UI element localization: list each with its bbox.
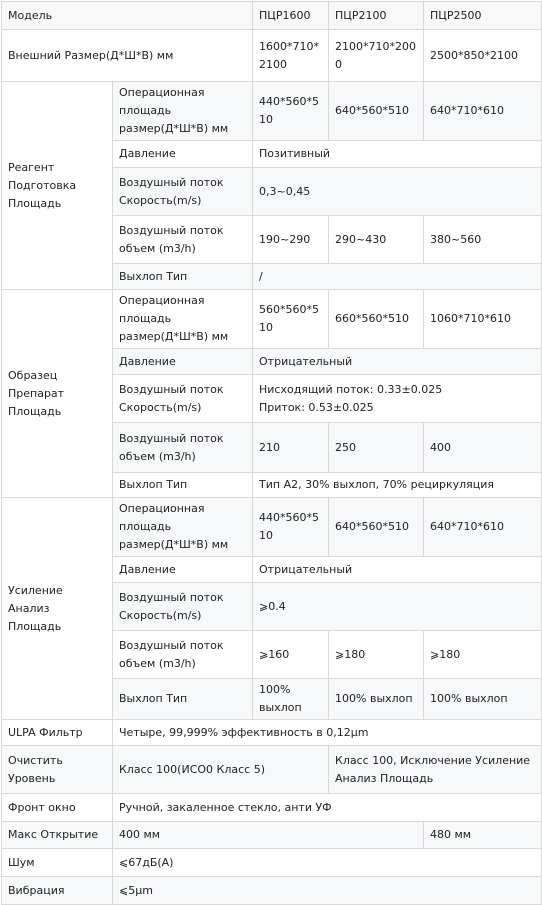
front-window-row [2, 794, 542, 822]
reagent-volume-3: 380~560 [424, 216, 542, 264]
amp-op-3: 640*710*610 [424, 498, 542, 557]
reagent-exhaust-value: / [253, 264, 542, 290]
max-opening-value-b: 480 мм [424, 822, 542, 849]
amp-speed-value: ⩾0.4 [253, 583, 542, 631]
reagent-op-1: 440*560*510 [253, 82, 329, 141]
amp-op-2: 640*560*510 [329, 498, 424, 557]
amp-op-label: Операционная площадь размер(Д*Ш*В) мм [113, 498, 253, 557]
clean-level-row [2, 746, 542, 794]
header-row [2, 2, 542, 30]
model-2: ПЦР2100 [329, 2, 424, 30]
clean-level-value-a: Класс 100(ИСО0 Класс 5) [113, 746, 329, 794]
reagent-pressure-value: Позитивный [253, 141, 542, 168]
reagent-op-3: 640*710*610 [424, 82, 542, 141]
sample-speed-downflow: Нисходящий поток: 0.33±0.025 [259, 382, 443, 396]
vibration-label: Вибрация [2, 877, 113, 905]
external-size-row [2, 30, 542, 82]
reagent-pressure-label: Давление [113, 141, 253, 168]
amp-pressure-label: Давление [113, 557, 253, 583]
sample-speed-value [253, 375, 542, 423]
reagent-op-label: Операционная площадь размер(Д*Ш*В) мм [113, 82, 253, 141]
reagent-speed-label: Воздушный поток Скорость(m/s) [113, 168, 253, 216]
sample-op-3: 1060*710*610 [424, 290, 542, 349]
sample-group-label: Образец Препарат Площадь [2, 290, 113, 498]
external-size-3: 2500*850*2100 [424, 30, 542, 82]
sample-pressure-label: Давление [113, 349, 253, 375]
model-3: ПЦР2500 [424, 2, 542, 30]
front-window-value: Ручной, закаленное стекло, анти УФ [113, 794, 542, 822]
model-1: ПЦР1600 [253, 2, 329, 30]
max-opening-row [2, 822, 542, 849]
ulpa-label: ULPA Фильтр [2, 720, 113, 746]
reagent-speed-value: 0,3~0,45 [253, 168, 542, 216]
sample-pressure-value: Отрицательный [253, 349, 542, 375]
reagent-group-label: Реагент Подготовка Площадь [2, 82, 113, 290]
max-opening-value-a: 400 мм [113, 822, 424, 849]
noise-label: Шум [2, 849, 113, 877]
vibration-row [2, 877, 542, 905]
reagent-volume-1: 190~290 [253, 216, 329, 264]
amp-pressure-value: Отрицательный [253, 557, 542, 583]
external-size-1: 1600*710*2100 [253, 30, 329, 82]
reagent-op-row [2, 82, 542, 141]
sample-speed-inflow: Приток: 0.53±0.025 [259, 400, 374, 414]
sample-exhaust-label: Выхлоп Тип [113, 473, 253, 498]
amp-op-1: 440*560*510 [253, 498, 329, 557]
amp-volume-2: ⩾180 [329, 631, 424, 679]
vibration-value: ⩽5μm [113, 877, 542, 905]
amp-speed-label: Воздушный поток Скорость(m/s) [113, 583, 253, 631]
amp-exhaust-label: Выхлоп Тип [113, 679, 253, 720]
amp-exhaust-1: 100% выхлоп [253, 679, 329, 720]
sample-speed-label: Воздушный поток Скорость(m/s) [113, 375, 253, 423]
clean-level-label: Очистить Уровень [2, 746, 113, 794]
sample-volume-label: Воздушный поток объем (m3/h) [113, 423, 253, 473]
sample-op-2: 660*560*510 [329, 290, 424, 349]
reagent-volume-2: 290~430 [329, 216, 424, 264]
front-window-label: Фронт окно [2, 794, 113, 822]
amp-exhaust-2: 100% выхлоп [329, 679, 424, 720]
max-opening-label: Макс Открытие [2, 822, 113, 849]
amp-group-label: Усиление Анализ Площадь [2, 498, 113, 720]
ulpa-value: Четыре, 99,999% эффективность в 0,12μm [113, 720, 542, 746]
amp-volume-label: Воздушный поток объем (m3/h) [113, 631, 253, 679]
reagent-exhaust-label: Выхлоп Тип [113, 264, 253, 290]
ulpa-row [2, 720, 542, 746]
spec-table [1, 1, 542, 905]
reagent-volume-label: Воздушный поток объем (m3/h) [113, 216, 253, 264]
external-size-label: Внешний Размер(Д*Ш*В) мм [2, 30, 253, 82]
reagent-op-2: 640*560*510 [329, 82, 424, 141]
sample-volume-1: 210 [253, 423, 329, 473]
sample-volume-2: 250 [329, 423, 424, 473]
external-size-2: 2100*710*2000 [329, 30, 424, 82]
sample-volume-3: 400 [424, 423, 542, 473]
noise-value: ⩽67дБ(A) [113, 849, 542, 877]
sample-op-label: Операционная площадь размер(Д*Ш*В) мм [113, 290, 253, 349]
sample-op-row [2, 290, 542, 349]
sample-op-1: 560*560*510 [253, 290, 329, 349]
amp-volume-3: ⩾180 [424, 631, 542, 679]
amp-volume-1: ⩾160 [253, 631, 329, 679]
sample-exhaust-value: Тип А2, 30% выхлоп, 70% рециркуляция [253, 473, 542, 498]
amp-op-row [2, 498, 542, 557]
noise-row [2, 849, 542, 877]
clean-level-value-b: Класс 100, Исключение Усиление Анализ Площадь [329, 746, 542, 794]
model-label: Модель [2, 2, 253, 30]
amp-exhaust-3: 100% выхлоп [424, 679, 542, 720]
